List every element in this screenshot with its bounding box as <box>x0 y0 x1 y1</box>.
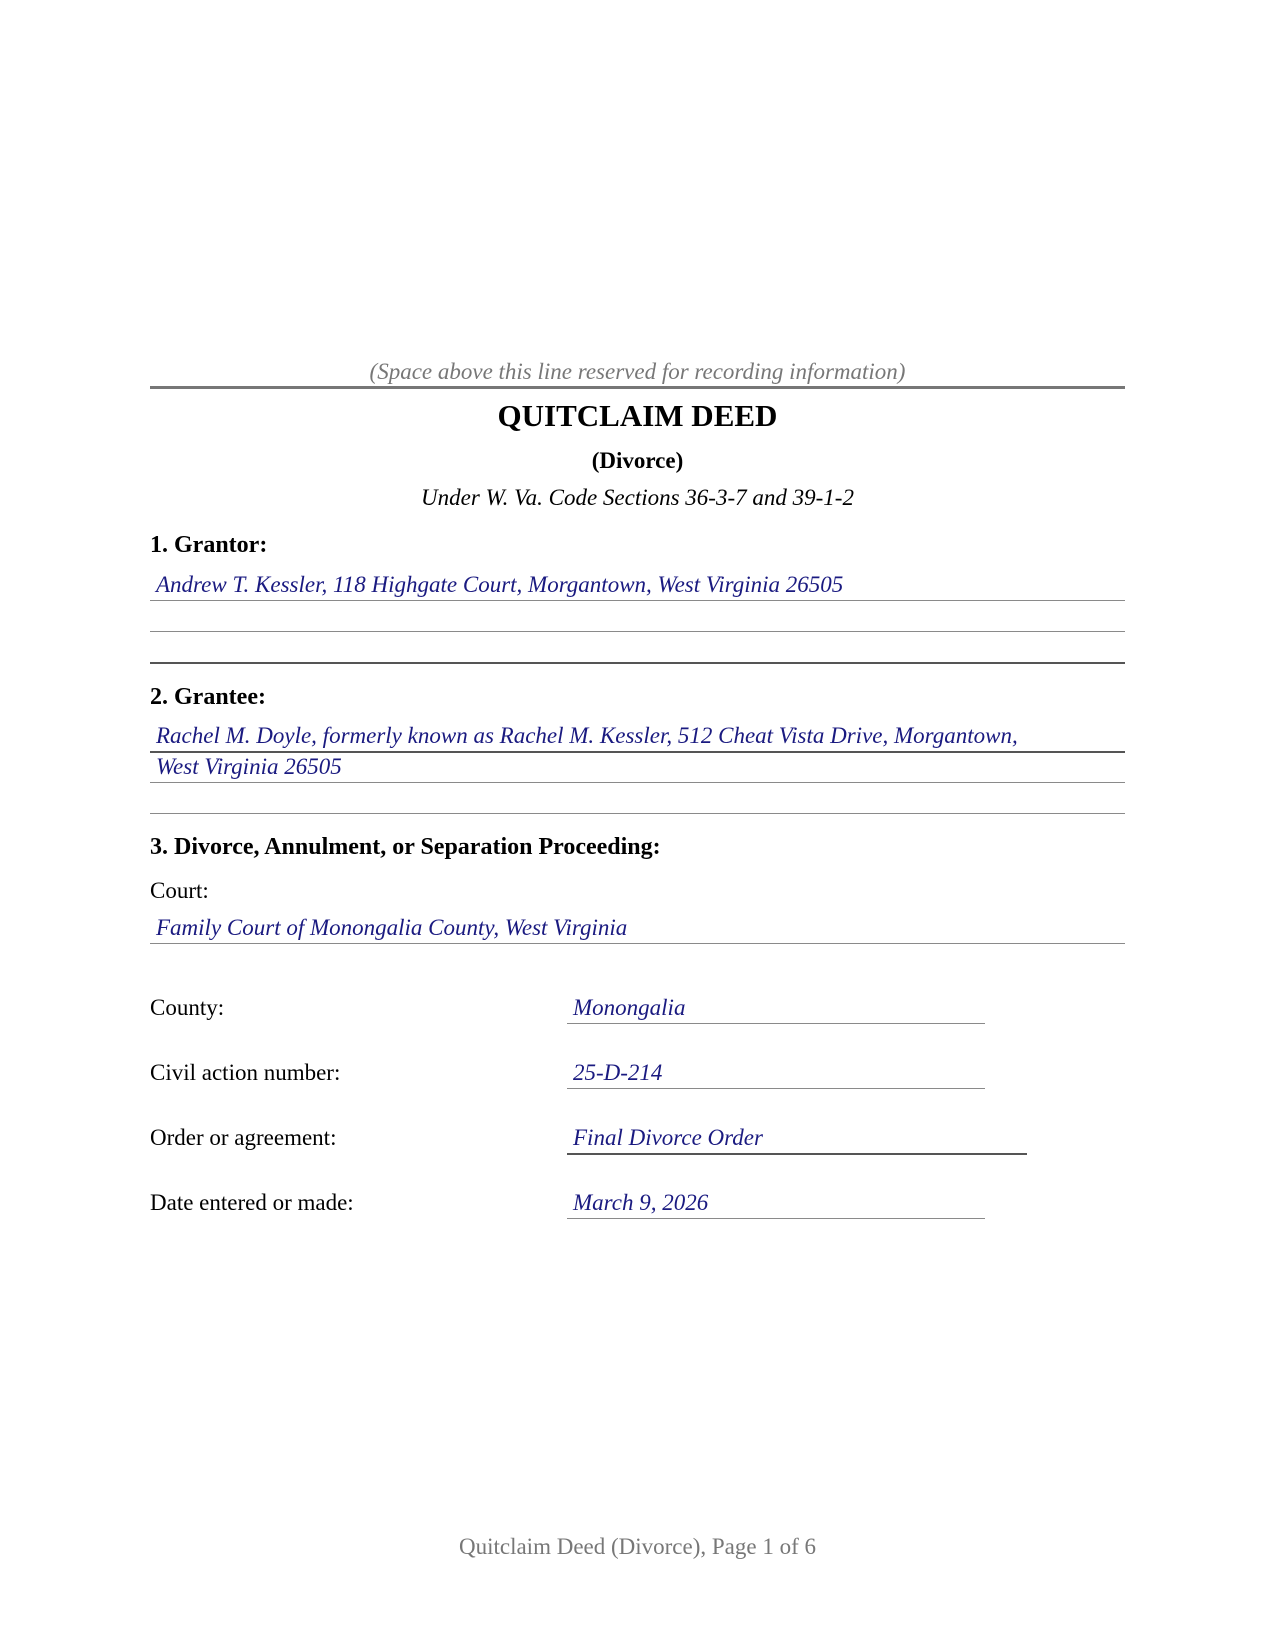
grantee-heading: 2. Grantee: <box>150 684 266 710</box>
recording-divider <box>150 386 1125 389</box>
grantor-heading: 1. Grantor: <box>150 532 268 558</box>
page-footer: Quitclaim Deed (Divorce), Page 1 of 6 <box>458 1534 817 1559</box>
grantor-line-3 <box>150 632 1125 664</box>
order-value: Final Divorce Order <box>573 1125 763 1150</box>
grantee-value-line-2: West Virginia 26505 <box>156 754 342 779</box>
county-value: Monongalia <box>573 995 686 1020</box>
date-entered-label: Date entered or made: <box>150 1190 354 1215</box>
date-entered-value: March 9, 2026 <box>573 1190 709 1215</box>
order-label: Order or agreement: <box>150 1125 337 1150</box>
document-title: QUITCLAIM DEED <box>497 398 778 433</box>
civil-action-value: 25-D-214 <box>573 1060 663 1085</box>
document-subtitle: (Divorce) <box>591 448 684 473</box>
grantee-value-line-1: Rachel M. Doyle, formerly known as Rachel M. Kessler, 512 Cheat Vista Drive, Morgantown, <box>156 723 1018 748</box>
proceeding-heading: 3. Divorce, Annulment, or Separation Proceeding: <box>150 834 661 860</box>
grantor-line-2 <box>150 601 1125 632</box>
court-label: Court: <box>150 878 209 903</box>
recording-space-note: (Space above this line reserved for recording information) <box>369 359 906 384</box>
grantee-line-3 <box>150 783 1125 814</box>
court-value: Family Court of Monongalia County, West Virginia <box>156 915 628 940</box>
grantor-value: Andrew T. Kessler, 118 Highgate Court, Morgantown, West Virginia 26505 <box>156 572 844 597</box>
county-label: County: <box>150 995 225 1020</box>
civil-action-label: Civil action number: <box>150 1060 341 1085</box>
statute-reference: Under W. Va. Code Sections 36-3-7 and 39-1-2 <box>421 485 854 510</box>
